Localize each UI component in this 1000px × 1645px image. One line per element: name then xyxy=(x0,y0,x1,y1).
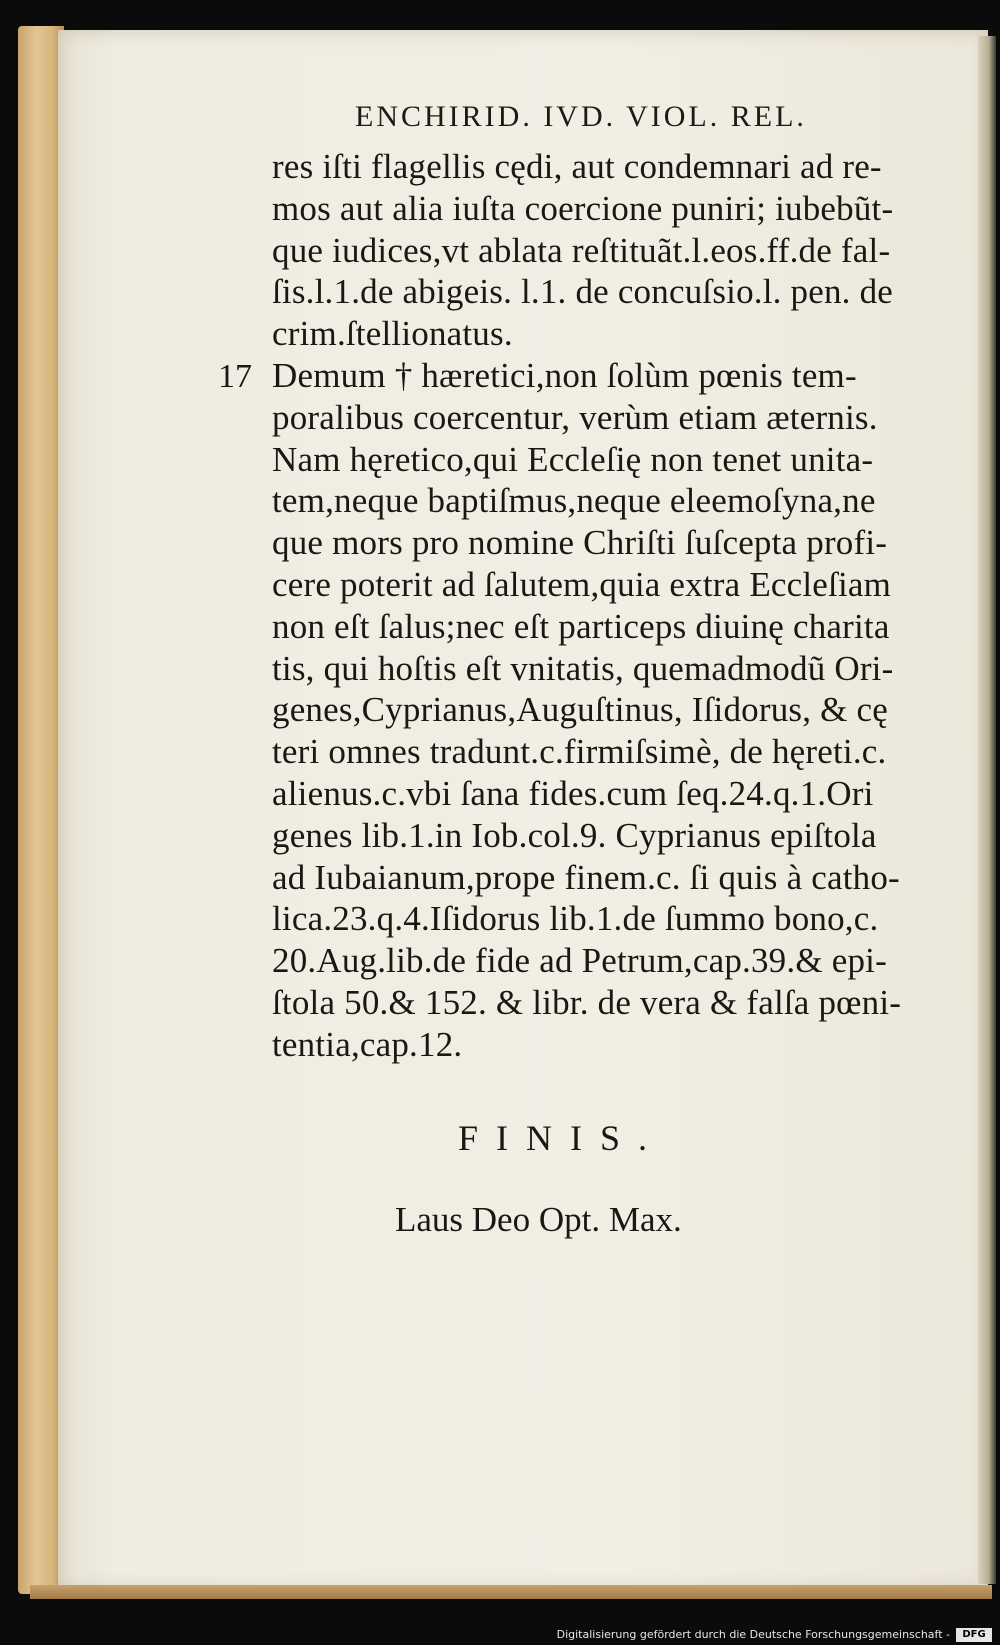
text-line: genes lib.1.in Iob.col.9. Cyprianus epiſtola xyxy=(272,815,877,855)
finis-heading: FINIS. xyxy=(458,1118,666,1158)
text-line: Demum † hæretici,non ſolùm pœnis tem- xyxy=(272,355,857,395)
page-right-edge xyxy=(978,36,996,1584)
funding-note: Digitalisierung gefördert durch die Deutsche Forschungsgemeinschaft - xyxy=(556,1628,950,1641)
text-line: poralibus coercentur, verùm etiam æternis. xyxy=(272,397,878,437)
text-line: mos aut alia iuſta coercione puniri; iubebũt- xyxy=(272,188,894,228)
marginal-number: 17 xyxy=(218,358,252,395)
running-head: ENCHIRID. IVD. VIOL. REL. xyxy=(355,100,807,133)
text-line: Nam hęretico,qui Eccleſię non tenet unita- xyxy=(272,439,874,479)
text-line: teri omnes tradunt.c.firmiſsimè, de hęreti.c. xyxy=(272,732,887,772)
text-line: que mors pro nomine Chriſti ſuſcepta profi- xyxy=(272,523,888,563)
text-line: genes,Cyprianus,Auguſtinus, Iſidorus, & cę xyxy=(272,690,888,730)
text-line: non eſt ſalus;nec eſt particeps diuinę charita xyxy=(272,606,890,646)
text-line: ſis.l.1.de abigeis. l.1. de concuſsio.l. pen. de xyxy=(272,272,894,312)
text-line: tem,neque baptiſmus,neque eleemoſyna,ne xyxy=(272,481,876,521)
text-line: ad Iubaianum,prope finem.c. ſi quis à catho- xyxy=(272,857,900,897)
text-line: res iſti flagellis cędi, aut condemnari ad re- xyxy=(272,147,882,186)
body-text xyxy=(272,146,972,1066)
text-line: cere poterit ad ſalutem,quia extra Eccleſiam xyxy=(272,564,892,604)
text-line: ſtola 50.& 152. & libr. de vera & falſa pœni- xyxy=(272,982,902,1022)
text-line: crim.ſtellionatus. xyxy=(272,314,513,354)
book-edge-bottom xyxy=(30,1585,992,1599)
text-line: 20.Aug.lib.de fide ad Petrum,cap.39.& epi- xyxy=(272,941,887,981)
laus-deo-line: Laus Deo Opt. Max. xyxy=(395,1200,682,1239)
text-line: alienus.c.vbi ſana fides.cum ſeq.24.q.1.Ori xyxy=(272,773,874,813)
dfg-logo: DFG xyxy=(956,1628,992,1642)
text-line: tentia,cap.12. xyxy=(272,1024,463,1064)
text-line: lica.23.q.4.Iſidorus lib.1.de ſummo bono,c. xyxy=(272,899,879,939)
text-line: tis, qui hoſtis eſt vnitatis, quemadmodũ Ori- xyxy=(272,648,894,688)
text-line: que iudices,vt ablata reſtituãt.l.eos.ff.de fal- xyxy=(272,230,891,270)
